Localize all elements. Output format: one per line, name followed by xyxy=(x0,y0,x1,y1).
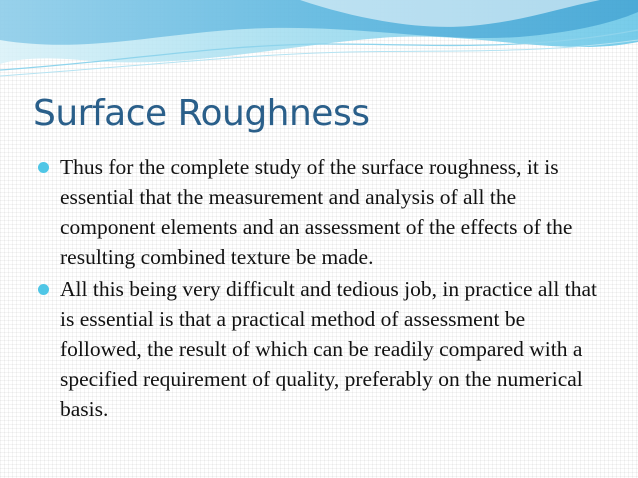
header-wave-decoration xyxy=(0,0,638,90)
slide-title: Surface Roughness xyxy=(33,93,370,134)
bullet-item xyxy=(36,274,611,424)
bullet-text: All this being very difficult and tedious job, in practice all that is essential is that a practical method of assessment be followed, the result of which can be readily compared with a specified requirement of quality, preferably on the numerical basis. xyxy=(60,277,597,421)
bullet-text: Thus for the complete study of the surface roughness, it is essential that the measurement and analysis of all the component elements and an assessment of the effects of the resulting combined texture be made. xyxy=(60,155,573,269)
bullet-dot-icon xyxy=(38,284,49,295)
bullet-list xyxy=(36,152,611,426)
bullet-item xyxy=(36,152,611,272)
bullet-dot-icon xyxy=(38,162,49,173)
